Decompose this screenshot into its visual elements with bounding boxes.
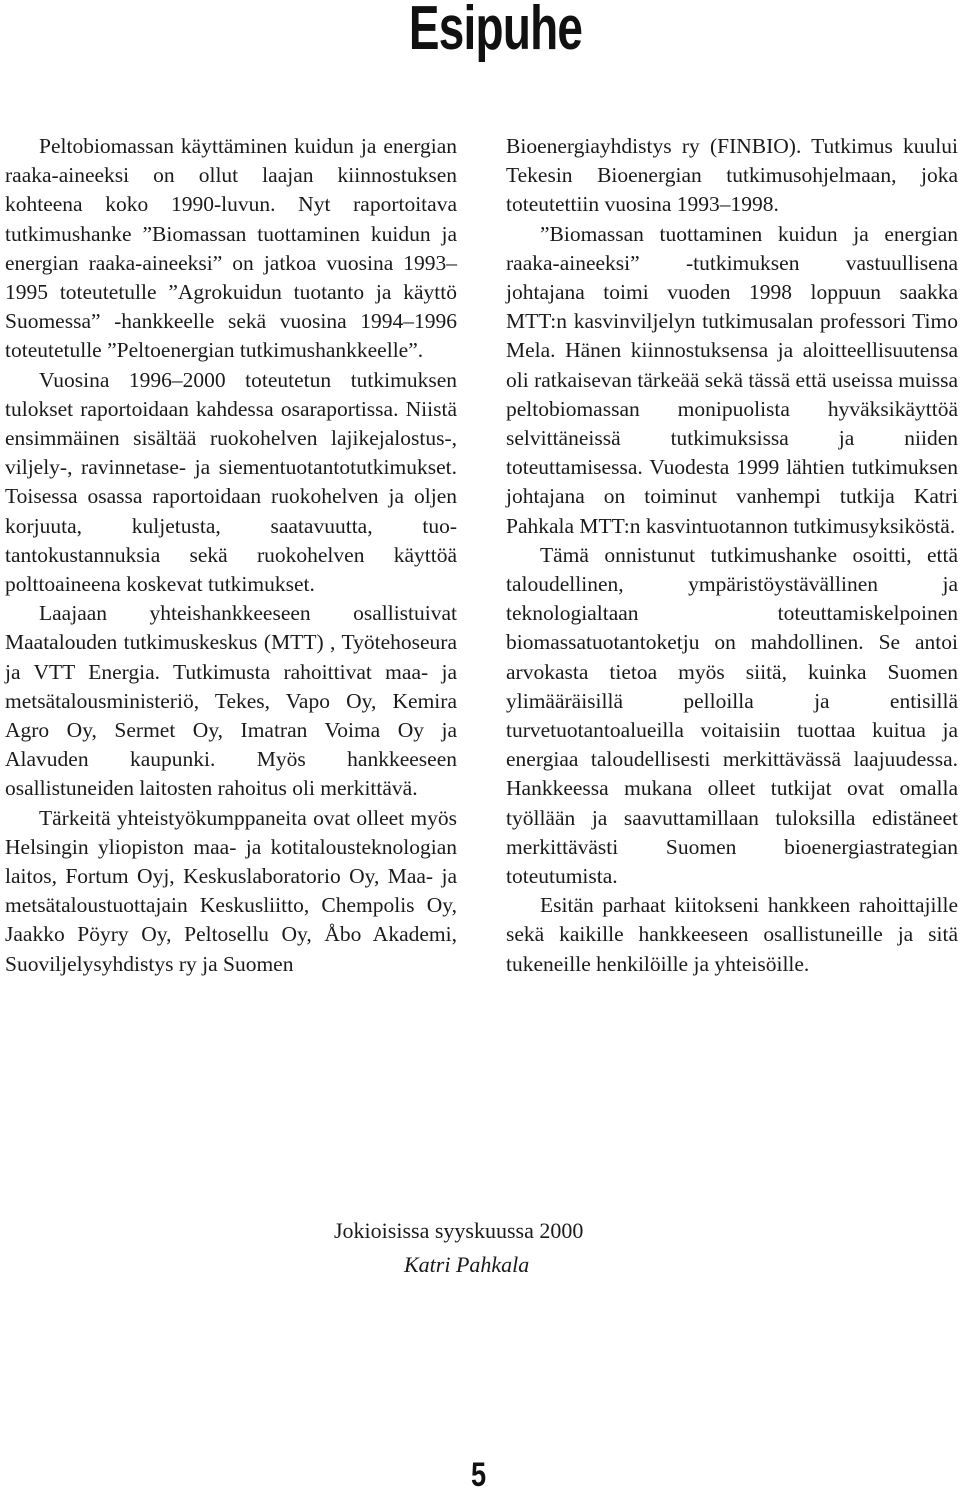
paragraph: Laajaan yhteishankkeeseen osallistuivat Maatalouden tutkimuskeskus (MTT) , Työtehoseura ja VTT Energia. Tutkimusta rahoittivat maa- ja metsätalousministeriö, Tekes, Vapo Oy, Kemira Agro Oy, Sermet Oy, Imatran Voima Oy ja Alavuden kaupunki. Myös hankkeeseen osallistuneiden laitosten rahoitus oli merkittävä. (5, 601, 457, 801)
page-title: Esipuhe (408, 0, 582, 63)
page-number: 5 (471, 1456, 487, 1494)
signature-name: Katri Pahkala (404, 1252, 530, 1277)
paragraph: Peltobiomassan käyttäminen kuidun ja energian raaka-aineeksi on ollut laajan kiinnostuksen kohteena koko 1990-luvun. Nyt raportoitava tutkimushanke ”Biomassan tuottaminen kuidun ja energian raaka-aineeksi” on jatkoa vuosina 1993–1995 toteutetulle ”Agrokuidun tuotanto ja käyttö Suomessa” -hankkeelle sekä vuosina 1994–1996 toteutetulle ”Peltoenergian tutkimushankkeelle”. (5, 134, 457, 363)
paragraph: ”Biomassan tuottaminen kuidun ja energian raaka-aineeksi” -tutkimuksen vastuullisena johtajana toimi vuoden 1998 loppuun saakka MTT:n kasvinviljelyn tutkimusalan professori Timo Mela. Hänen kiinnostuksensa ja aloitteellisuutensa oli ratkaisevan tärkeää sekä tässä että useissa muissa peltobiomassan monipuolista hyväksikäyttöä selvittäneissä tutkimuksissa ja niiden toteuttamisessa. Vuodesta 1999 lähtien tutkimuksen johtajana on toiminut vanhempi tutkija Katri Pahkala MTT:n kasvintuotannon tutkimusyksiköstä. (506, 221, 958, 538)
paragraph: Tämä onnistunut tutkimushanke osoitti, että taloudellinen, ympäristöystävällinen ja teknologialtaan toteuttamiskelpoinen biomassatuotantoketju on mahdollinen. Se antoi arvokasta tietoa myös siitä, kuinka Suomen ylimääräisillä pelloilla ja entisillä turvetuotantoalueilla voitaisiin tuottaa kuitua ja energiaa taloudellisesti merkittävässä laajuudessa. Hankkeessa mukana olleet tutkijat ovat omalla työllään ja saavuttamillaan tuloksilla edistäneet merkittävästi Suomen bioenergiastrategian toteutumista. (506, 542, 958, 889)
paragraph-continuation: Bioenergiayhdistys ry (FINBIO). Tutkimus kuului Tekesin Bioenergian tutkimusohjelmaan, joka toteutettiin vuosina 1993–1998. (506, 134, 958, 217)
paragraph: Esitän parhaat kiitokseni hankkeen rahoittajille sekä kaikille hankkeeseen osallistuneille ja sitä tukeneille henkilöille ja yhteisöille. (506, 893, 958, 976)
paragraph: Tärkeitä yhteistyökumppaneita ovat olleet myös Helsingin yliopiston maa- ja kotitalousteknologian laitos, Fortum Oyj, Keskuslaboratorio Oy, Maa- ja metsätaloustuottajain Keskusliitto, Chempolis Oy, Jaakko Pöyry Oy, Peltosellu Oy, Åbo Akademi, Suoviljelysyhdistys ry ja Suomen (5, 805, 457, 976)
left-column (5, 132, 457, 979)
right-column (506, 132, 958, 979)
signature-place-date: Jokioisissa syyskuussa 2000 (334, 1218, 584, 1243)
paragraph: Vuosina 1996–2000 toteutetun tutkimuksen tulokset raportoidaan kahdessa osaraportissa. Niistä ensimmäinen sisältää ruokohelven lajikejalostus-, viljely-, ravinnetase- ja siementuotantotutkimukset. Toisessa osassa raportoidaan ruokohelven ja oljen korjuuta, kuljetusta, saatavuutta, tuotantokustannuksia sekä ruokohelven käyttöä polttoaineena koskevat tutkimukset. (5, 367, 457, 597)
